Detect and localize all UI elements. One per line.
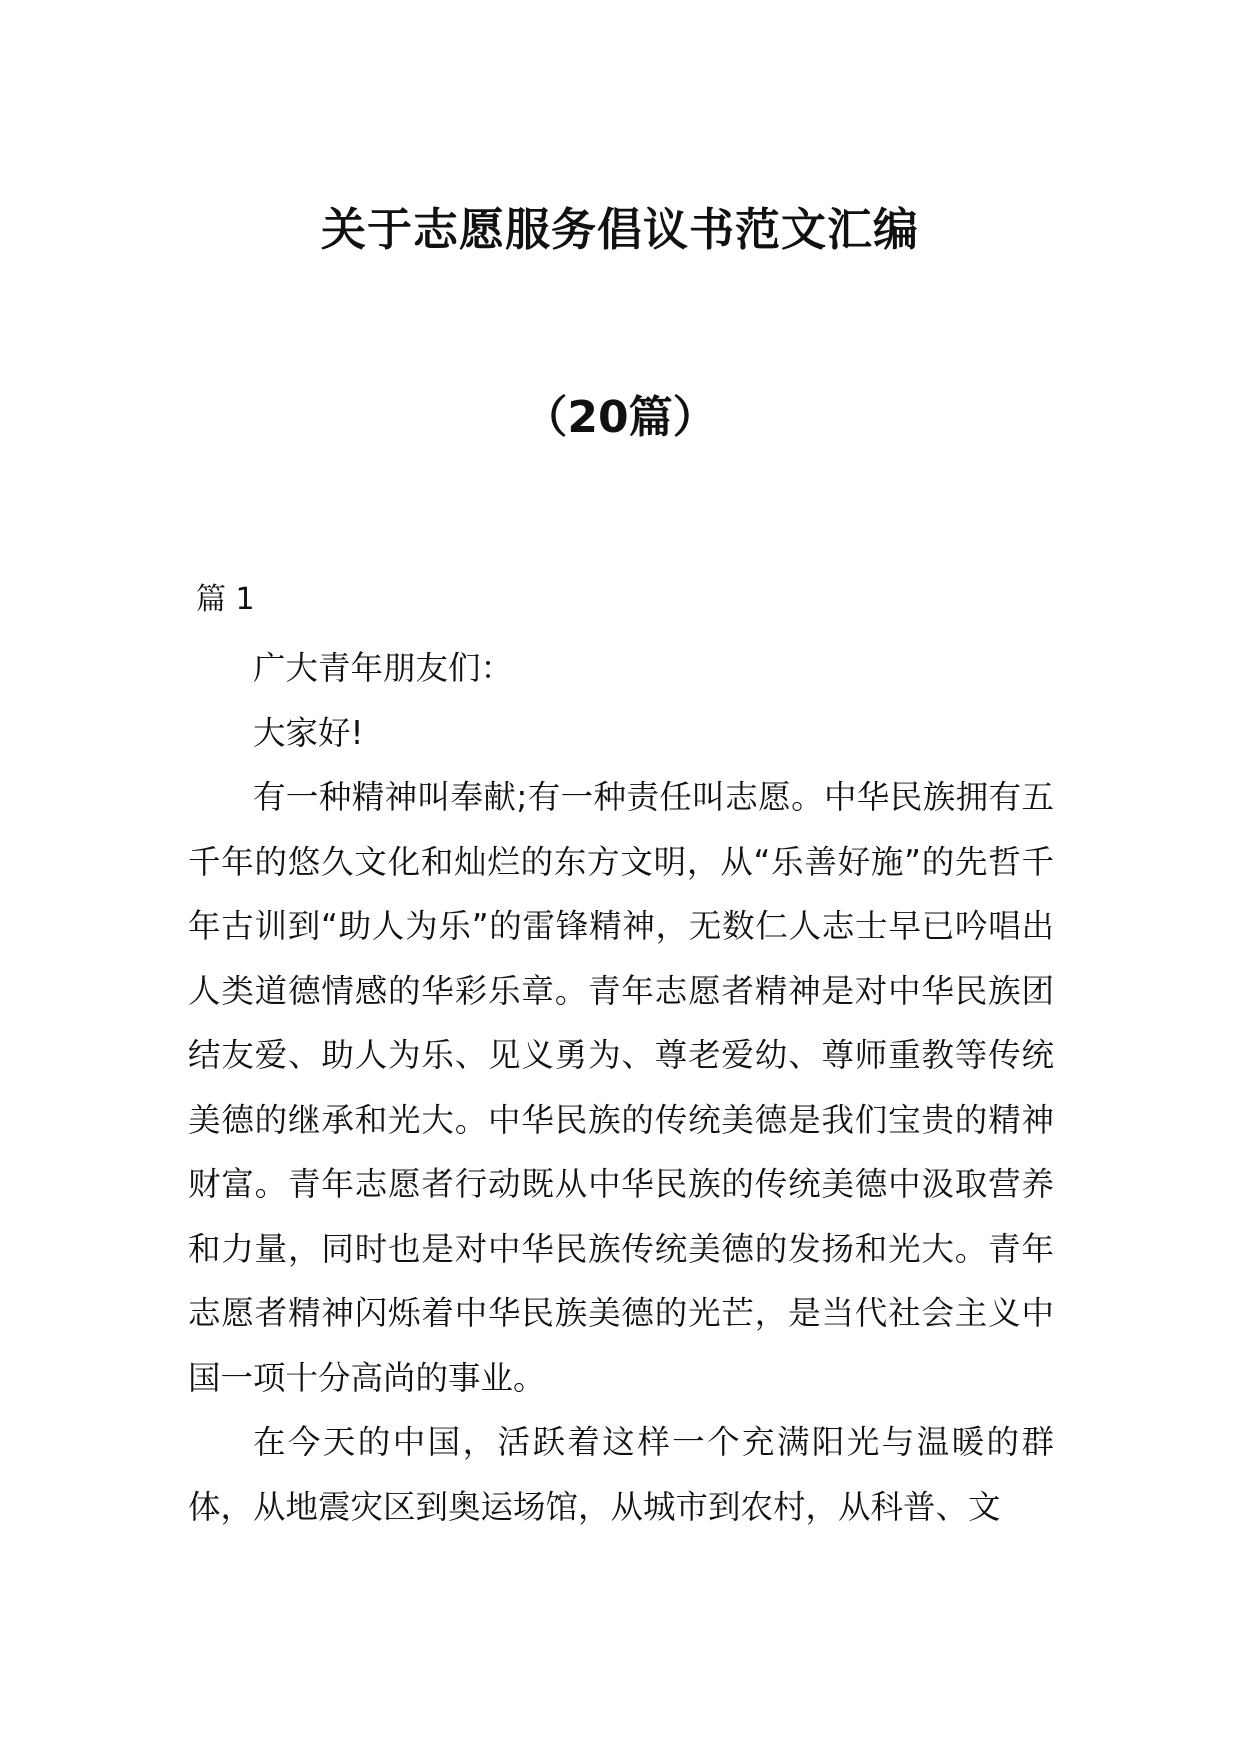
body-paragraph: 在今天的中国，活跃着这样一个充满阳光与温暖的群体，从地震灾区到奥运场馆，从城市到农村，从科普、文 bbox=[188, 1423, 1054, 1526]
document-body bbox=[188, 636, 1054, 1539]
section-label: 篇 1 bbox=[196, 582, 255, 617]
document-title: 关于志愿服务倡议书范文汇编 bbox=[320, 203, 919, 256]
document-subtitle: （20篇） bbox=[523, 392, 717, 443]
greeting-paragraph: 大家好! bbox=[253, 713, 364, 752]
salutation-paragraph: 广大青年朋友们： bbox=[253, 649, 514, 687]
body-paragraph: 有一种精神叫奉献;有一种责任叫志愿。中华民族拥有五千年的悠久文化和灿烂的东方文明，从“乐善好施”的先哲千年古训到“助人为乐”的雷锋精神，无数仁人志士早已吟唱出人类道德情感的华彩乐章。青年志愿者精神是对中华民族团结友爱、助人为乐、见义勇为、尊老爱幼、尊师重教等传统美德的继承和光大。中华民族的传统美德是我们宝贵的精神财富。青年志愿者行动既从中华民族的传统美德中汲取营养和力量，同时也是对中华民族传统美德的发扬和光大。青年志愿者精神闪烁着中华民族美德的光芒，是当代社会主义中国一项十分高尚的事业。 bbox=[188, 778, 1054, 1397]
